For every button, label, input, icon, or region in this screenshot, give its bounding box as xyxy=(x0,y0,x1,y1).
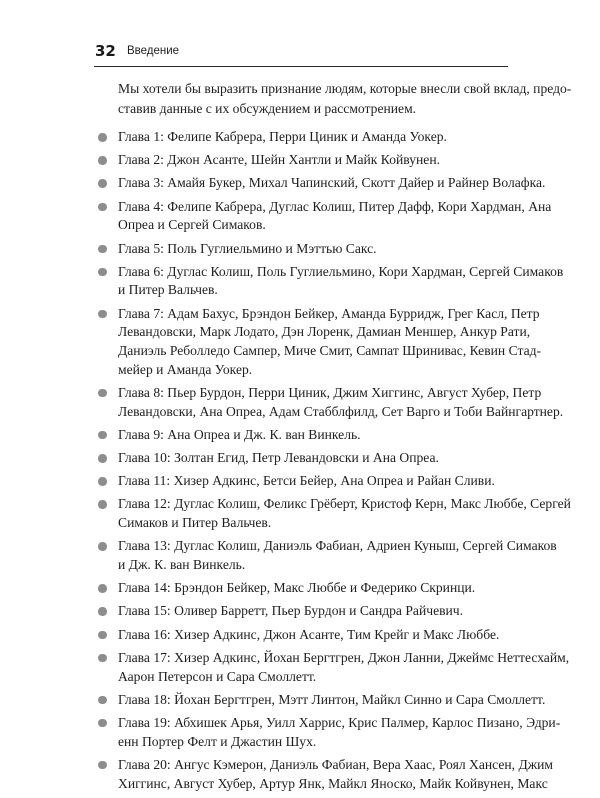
list-item xyxy=(96,714,561,751)
list-item-line: Глава 7: Адам Бахус, Брэндон Бейкер, Аманда Бурридж, Грег Касл, Петр xyxy=(118,305,540,321)
list-item-line: Глава 3: Амайя Букер, Михал Чапинский, Скотт Дайер и Райнер Волафка. xyxy=(118,175,546,191)
acknowledgements-list xyxy=(96,128,571,798)
list-item xyxy=(96,128,508,147)
list-item-line: и Питер Вальчев. xyxy=(118,282,218,298)
list-item-line: Глава 8: Пьер Бурдон, Перри Циник, Джим Хиггинс, Август Хубер, Петр xyxy=(118,384,542,400)
bullet-icon xyxy=(98,179,107,188)
list-item-line: мейер и Аманда Уокер. xyxy=(118,361,253,377)
list-item-line: и Дж. К. ван Винкель. xyxy=(118,557,246,573)
running-title: Введение xyxy=(127,45,180,57)
bullet-icon xyxy=(98,607,107,616)
intro-line: ставив данные с их обсуждением и рассмотрением. xyxy=(118,100,417,116)
list-item-line: Глава 18: Йохан Бергтгрен, Мэтт Линтон, Майкл Синно и Сара Смоллетт. xyxy=(118,691,546,707)
list-item xyxy=(96,691,546,710)
list-item-line: Глава 17: Хизер Адкинс, Йохан Бергтгрен, Джон Ланни, Джеймс Неттесхайм, xyxy=(118,649,570,665)
list-item-line: Глава 9: Ана Опреа и Дж. К. ван Винкель. xyxy=(118,426,361,442)
running-header xyxy=(94,40,508,67)
bullet-icon xyxy=(98,719,107,728)
bullet-icon xyxy=(98,477,107,486)
bullet-icon xyxy=(98,203,107,212)
list-item xyxy=(96,198,552,235)
bullet-icon xyxy=(98,542,107,551)
bullet-icon xyxy=(98,654,107,663)
list-item xyxy=(96,756,553,793)
list-item-line: Опреа и Сергей Симаков. xyxy=(118,217,266,233)
bullet-icon xyxy=(98,245,107,254)
bullet-icon xyxy=(98,268,107,277)
list-item-line: Глава 19: Абхишек Арья, Уилл Харрис, Крис Палмер, Карлос Пизано, Эдри- xyxy=(118,714,561,730)
list-item-line: Аарон Петерсон и Сара Смоллетт. xyxy=(118,668,317,684)
bullet-icon xyxy=(98,389,107,398)
intro-paragraph xyxy=(118,79,572,118)
bullet-icon xyxy=(98,761,107,770)
list-item-line: Глава 16: Хизер Адкинс, Джон Асанте, Тим Крейг и Макс Люббе. xyxy=(118,626,500,642)
list-item xyxy=(96,305,542,380)
list-item-line: Глава 13: Дуглас Колиш, Даниэль Фабиан, Адриен Куныш, Сергей Симаков xyxy=(118,538,557,554)
bullet-icon xyxy=(98,584,107,593)
list-item-line: Симаков и Питер Вальчев. xyxy=(118,515,272,531)
bullet-icon xyxy=(98,500,107,509)
list-item-line: Глава 10: Золтан Егид, Петр Левандовски и Ана Опреа. xyxy=(118,450,439,466)
bullet-icon xyxy=(98,431,107,440)
list-item xyxy=(96,537,557,574)
list-item xyxy=(96,174,546,193)
bullet-icon xyxy=(98,454,107,463)
list-item-line: Глава 11: Хизер Адкинс, Бетси Бейер, Ана Опреа и Райан Сливи. xyxy=(118,473,495,489)
list-item-line: енн Портер Фелт и Джастин Шух. xyxy=(118,733,317,749)
list-item xyxy=(96,384,564,421)
list-item xyxy=(96,449,508,468)
bullet-icon xyxy=(98,631,107,640)
list-item xyxy=(96,263,564,300)
list-item xyxy=(96,626,508,645)
list-item xyxy=(96,495,571,532)
bullet-icon xyxy=(98,156,107,165)
list-item-line: Левандовски, Ана Опреа, Адам Стабблфилд, Сет Варго и Тоби Вайнгартнер. xyxy=(118,403,564,419)
list-item xyxy=(96,151,508,170)
list-item-line: Глава 4: Фелипе Кабрера, Дуглас Колиш, Питер Дафф, Кори Хардман, Ана xyxy=(118,198,552,214)
bullet-icon xyxy=(98,133,107,142)
list-item-line: Хиггинс, Август Хубер, Артур Янк, Майкл Яноско, Майк Койвунен, Макс xyxy=(118,775,548,791)
list-item xyxy=(96,579,508,598)
bullet-icon xyxy=(98,696,107,705)
list-item-line: Глава 6: Дуглас Колиш, Поль Гуглиельмино, Кори Хардман, Сергей Симаков xyxy=(118,263,564,279)
bullet-icon xyxy=(98,310,107,319)
list-item-line: Глава 20: Ангус Кэмерон, Даниэль Фабиан, Вера Хаас, Роял Хансен, Джим xyxy=(118,756,553,772)
list-item-line: Левандовски, Марк Лодато, Дэн Лоренк, Дамиан Меншер, Анкур Рати, xyxy=(118,324,531,340)
list-item-line: Глава 12: Дуглас Колиш, Феликс Грёберт, Кристоф Керн, Макс Люббе, Сергей xyxy=(118,496,571,512)
list-item xyxy=(96,649,570,686)
list-item xyxy=(96,426,508,445)
intro-line: Мы хотели бы выразить признание людям, которые внесли свой вклад, предо- xyxy=(118,81,572,96)
list-item-line: Глава 14: Брэндон Бейкер, Макс Люббе и Федерико Скринци. xyxy=(118,580,476,596)
list-item xyxy=(96,602,508,621)
list-item xyxy=(96,472,508,491)
list-item-line: Глава 15: Оливер Барретт, Пьер Бурдон и Сандра Райчевич. xyxy=(118,603,464,619)
list-item-line: Глава 1: Фелипе Кабрера, Перри Циник и Аманда Уокер. xyxy=(118,129,447,144)
list-item-line: Глава 5: Поль Гуглиельмино и Мэттью Сакс. xyxy=(118,240,377,256)
list-item xyxy=(96,240,508,259)
list-item-line: Даниэль Реболледо Сампер, Миче Смит, Сампат Шринивас, Кевин Стад- xyxy=(118,343,542,359)
list-item-line: Глава 2: Джон Асанте, Шейн Хантли и Майк Койвунен. xyxy=(118,152,440,168)
page-number: 32 xyxy=(95,42,116,60)
